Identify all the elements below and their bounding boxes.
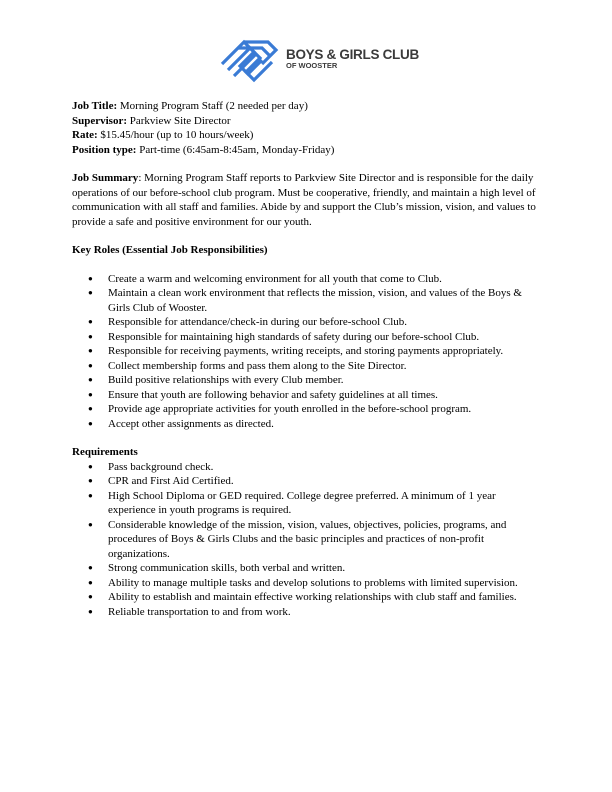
- list-item: ● High School Diploma or GED required. College degree preferred. A minimum of 1 year experience in youth programs is required.: [108, 489, 542, 518]
- list-item: ● Maintain a clean work environment that reflects the mission, vision, and values of the Boys & Girls Club of Wooster.: [108, 286, 542, 315]
- supervisor-line: [72, 114, 542, 129]
- list-item: ● Build positive relationships with every Club member.: [108, 373, 542, 388]
- position-type-line: [72, 143, 542, 158]
- list-item: ● Ability to establish and maintain effective working relationships with club staff and families.: [108, 590, 542, 605]
- job-summary: [72, 171, 542, 229]
- list-item: ● Responsible for receiving payments, writing receipts, and storing payments appropriately.: [108, 344, 542, 359]
- list-item: ● Ability to manage multiple tasks and develop solutions to problems with limited supervision.: [108, 576, 542, 591]
- list-item: ● Collect membership forms and pass them along to the Site Director.: [108, 359, 542, 374]
- logo-line-2: OF WOOSTER: [286, 61, 338, 70]
- handshake-logo-icon: [218, 34, 280, 84]
- logo-line-1: BOYS & GIRLS CLUB: [286, 47, 419, 62]
- logo-text: [286, 48, 419, 70]
- job-title-line: [72, 99, 542, 114]
- key-roles-heading: Key Roles (Essential Job Responsibilities): [72, 244, 268, 256]
- list-item: ● Responsible for maintaining high standards of safety during our before-school Club.: [108, 330, 542, 345]
- meta-label: Position type:: [72, 143, 137, 156]
- key-roles-list: [72, 272, 542, 432]
- list-item: ● Reliable transportation to and from work.: [108, 605, 542, 620]
- meta-label: Rate:: [72, 129, 98, 141]
- list-item: ● Create a warm and welcoming environment for all youth that come to Club.: [108, 272, 542, 287]
- meta-value: Morning Program Staff (2 needed per day): [119, 100, 308, 112]
- meta-label: Job Title:: [72, 100, 118, 112]
- document-body: [72, 99, 542, 619]
- list-item: ● CPR and First Aid Certified.: [108, 474, 542, 489]
- requirements-list: [72, 460, 542, 620]
- list-item: ● Responsible for attendance/check-in during our before-school Club.: [108, 315, 542, 330]
- meta-value: Parkview Site Director: [129, 114, 231, 127]
- meta-label: Supervisor:: [72, 114, 127, 127]
- meta-value: $15.45/hour (up to 10 hours/week): [100, 129, 254, 141]
- list-item: ● Provide age appropriate activities for youth enrolled in the before-school program.: [108, 402, 542, 417]
- list-item: ● Accept other assignments as directed.: [108, 417, 542, 432]
- rate-line: [72, 128, 542, 143]
- requirements-heading: Requirements: [72, 446, 138, 458]
- summary-text: : Morning Program Staff reports to Parkview Site Director and is responsible for the daily operations of our before-school club program. Must be cooperative, friendly, and maintain a high level of communication with all staff and families. Abide by and support the Club’s mission, vision, and values to provide a safe and positive environment for our youth.: [72, 172, 536, 228]
- meta-value: Part-time (6:45am-8:45am, Monday-Friday): [139, 143, 335, 156]
- list-item: ● Pass background check.: [108, 460, 542, 475]
- club-logo: [218, 34, 419, 84]
- list-item: ● Ensure that youth are following behavior and safety guidelines at all times.: [108, 388, 542, 403]
- summary-label: Job Summary: [72, 172, 139, 184]
- list-item: ● Strong communication skills, both verbal and written.: [108, 561, 542, 576]
- list-item: ● Considerable knowledge of the mission, vision, values, objectives, policies, programs, and procedures of Boys & Girls Clubs and the basic principles and practices of non-profit organizations.: [108, 518, 542, 562]
- job-meta: [72, 99, 542, 157]
